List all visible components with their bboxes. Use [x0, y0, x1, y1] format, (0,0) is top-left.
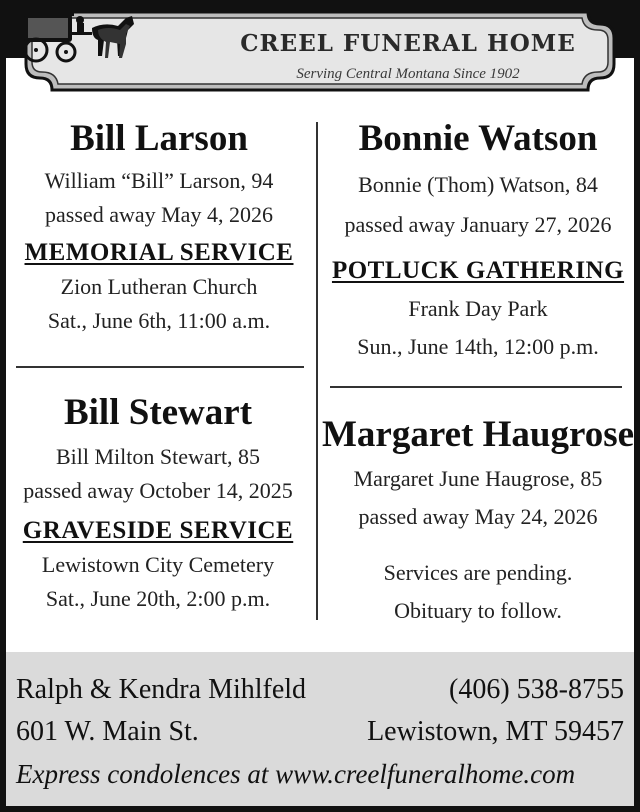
passed-date: passed away January 27, 2026 [344, 212, 612, 237]
column-divider [316, 122, 318, 620]
row-divider-left [16, 366, 304, 368]
deceased-full-name: Margaret June Haugrose, 85 [353, 466, 603, 491]
street-address: 601 W. Main St. [16, 716, 199, 747]
obituary-card-haugrose [322, 414, 634, 628]
phone-number: (406) 538-8755 [449, 674, 624, 705]
service-location: Lewistown City Cemetery [41, 552, 275, 577]
deceased-full-name: Bill Milton Stewart, 85 [55, 444, 261, 469]
service-location: Zion Lutheran Church [60, 274, 258, 299]
deceased-name: Bill Larson [70, 118, 248, 159]
passed-date: passed away May 24, 2026 [358, 504, 598, 529]
tagline: Serving Central Montana Since 1902 [296, 66, 520, 82]
row-divider-right [330, 386, 622, 388]
footer-contact-panel [6, 652, 634, 806]
service-title: MEMORIAL SERVICE [24, 239, 294, 266]
service-location: Frank Day Park [408, 296, 548, 321]
city-state-zip: Lewistown, MT 59457 [367, 716, 624, 747]
service-note: Obituary to follow. [394, 598, 562, 623]
service-status: Services are pending. [383, 560, 573, 585]
header-banner [22, 8, 618, 94]
deceased-full-name: William “Bill” Larson, 94 [44, 168, 274, 193]
passed-date: passed away October 14, 2025 [23, 478, 293, 503]
service-title: GRAVESIDE SERVICE [22, 517, 294, 544]
condolences-website: Express condolences at www.creelfuneralhome.com [16, 759, 576, 789]
deceased-full-name: Bonnie (Thom) Watson, 84 [358, 172, 598, 197]
service-time: Sun., June 14th, 12:00 p.m. [357, 334, 599, 359]
funeral-home-name: CREEL FUNERAL HOME [240, 30, 576, 57]
passed-date: passed away May 4, 2026 [45, 202, 273, 227]
obituary-card-watson [322, 118, 634, 364]
service-time: Sat., June 20th, 2:00 p.m. [45, 586, 271, 611]
horse-drawn-hearse-icon [22, 8, 152, 64]
deceased-name: Bill Stewart [63, 392, 253, 433]
service-time: Sat., June 6th, 11:00 a.m. [47, 308, 271, 333]
owners: Ralph & Kendra Mihlfeld [16, 674, 307, 705]
deceased-name: Bonnie Watson [358, 118, 598, 159]
obituary-card-larson [10, 118, 308, 338]
service-title: POTLUCK GATHERING [331, 257, 625, 284]
obituary-card-stewart [8, 392, 308, 616]
deceased-name: Margaret Haugrose [322, 414, 635, 455]
